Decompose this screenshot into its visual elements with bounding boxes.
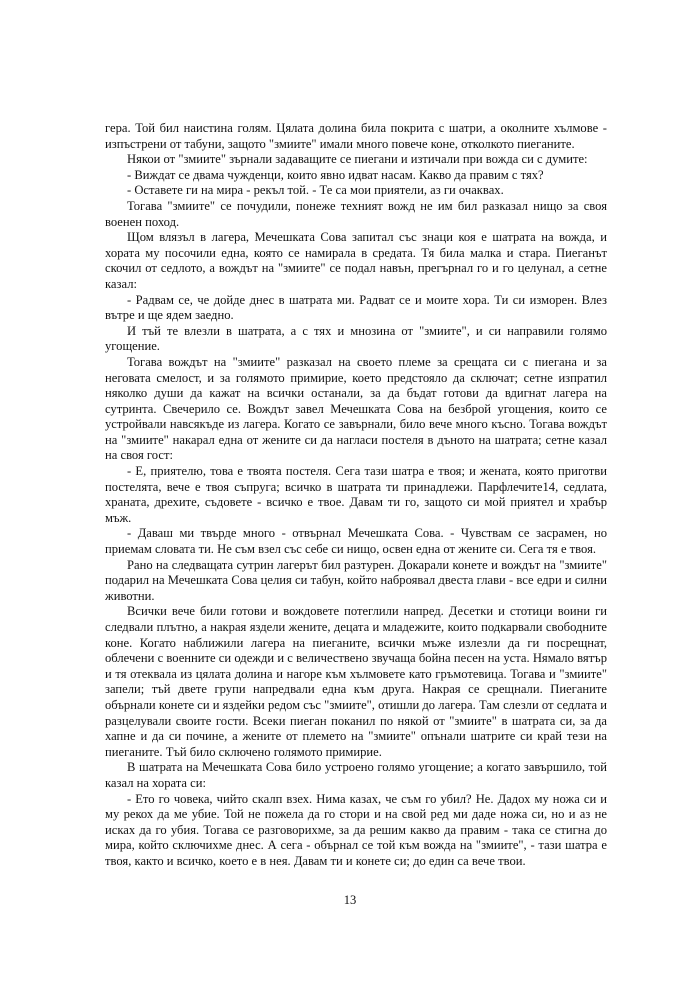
paragraph: И тъй те влезли в шатрата, а с тях и мнозина от "змиите", и си направили голямо угощение. <box>105 323 607 354</box>
paragraph: гера. Той бил наистина голям. Цялата долина била покрита с шатри, а околните хълмове - изпъстрени от табуни, защото "змиите" имали много повече коне, отколкото пиеганите. <box>105 121 607 151</box>
paragraph: - Ето го човека, чийто скалп взех. Нима казах, че съм го убил? Не. Дадох му ножа си и му рекох да ме убие. Той не пожела да го стори и на свой ред ми даде ножа си, но и аз не исках да го убия. Тогава се разговорихме, за да решим какво да правим - така се стигна до мира, който сключихме днес. А сега - обърнал се той към вожда на "змиите", - тази шатра е твоя, както и всичко, което е в нея. Давам ти и конете си; до един са вече твои. <box>105 791 607 868</box>
paragraph: В шатрата на Мечешката Сова било устроено голямо угощение; а когато завършило, той казал на хората си: <box>105 760 607 790</box>
paragraph: - Даваш ми твърде много - отвърнал Мечешката Сова. - Чувствам се засрамен, но приемам словата ти. Не съм взел със себе си нищо, освен една от жените си. Сега тя е твоя. <box>105 526 607 557</box>
paragraph: Всички вече били готови и вождовете потеглили напред. Десетки и стотици воини ги следвали плътно, а накрая яздели жените, децата и младежите, които подкарвали свободните коне. Когато наближили лагера на пиеганите, всички мъже излезли да ги посрещнат, облечени с военните си одежди и с величествено звучаща бойна песен на уста. Нямало вятър и тя отеквала из цялата долина и нагоре към хълмовете като гръмотевица. Тогава и "змиите" запели; тъй двете групи напредвали една към друга. Накрая се срещнали. Пиеганите обърнали конете си и яздейки редом със "змиите", отишли до лагера. Там слезли от седлата и разцелували своите гости. Всеки пиеган поканил по някой от "змиите" в шатрата си, за да хапне и да си почине, а жените от племето на "змиите" опънали шатрите си край тези на пиеганите. Тъй било сключено голямото примирие. <box>105 604 607 759</box>
page-number: 13 <box>343 893 357 907</box>
paragraph: - Виждат се двама чужденци, които явно идват насам. Какво да правим с тях? <box>127 167 544 182</box>
paragraph: Тогава "змиите" се почудили, понеже техният вожд не им бил разказал нищо за своя военен поход. <box>105 198 607 229</box>
paragraph: Някои от "змиите" зърнали задаващите се пиегани и изтичали при вожда си с думите: <box>127 152 588 167</box>
body-text <box>105 121 607 870</box>
paragraph: - Е, приятелю, това е твоята постеля. Сега тази шатра е твоя; и жената, която приготви постелята, вече е твоя съпруга; всичко в шатрата ти принадлежи. Парфлечите14, седлата, храната, дрехите, съдовете - всичко е твое. Давам ти го, защото си мой приятел и храбър мъж. <box>105 464 607 525</box>
paragraph: Рано на следващата сутрин лагерът бил разтурен. Докарали конете и вождът на "змиите" подарил на Мечешката Сова целия си табун, който наброявал двеста глави - все едри и силни животни. <box>105 557 607 603</box>
paragraph: Щом влязъл в лагера, Мечешката Сова запитал със знаци коя е шатрата на вожда, и хората му посочили една, която се намирала в средата. Тя била малка и стара. Пиеганът скочил от седлото, а вождът на "змиите" се подал навън, прегърнал го и го целунал, а сетне казал: <box>105 230 607 291</box>
paragraph: - Оставете ги на мира - рекъл той. - Те са мои приятели, аз ги очаквах. <box>127 183 504 198</box>
paragraph: - Радвам се, че дойде днес в шатрата ми. Радват се и моите хора. Ти си изморен. Влез вътре и ще ядем заедно. <box>105 292 607 323</box>
paragraph: Тогава вождът на "змиите" разказал на своето племе за срещата си с пиегана и за неговата смелост, и за голямото примирие, което предстояло да сключат; сетне изпратил няколко души да кажат на всички останали, за да бъдат готови да вдигнат лагера на сутринта. Свечерило се. Вождът завел Мечешката Сова на безброй угощения, които се устройвали навсякъде из лагера. Когато се завърнали, било вече много късно. Тогава вождът на "змиите" накарал една от жените си да нагласи постеля в дъното на шатрата; сетне казал на своя гост: <box>105 354 607 463</box>
